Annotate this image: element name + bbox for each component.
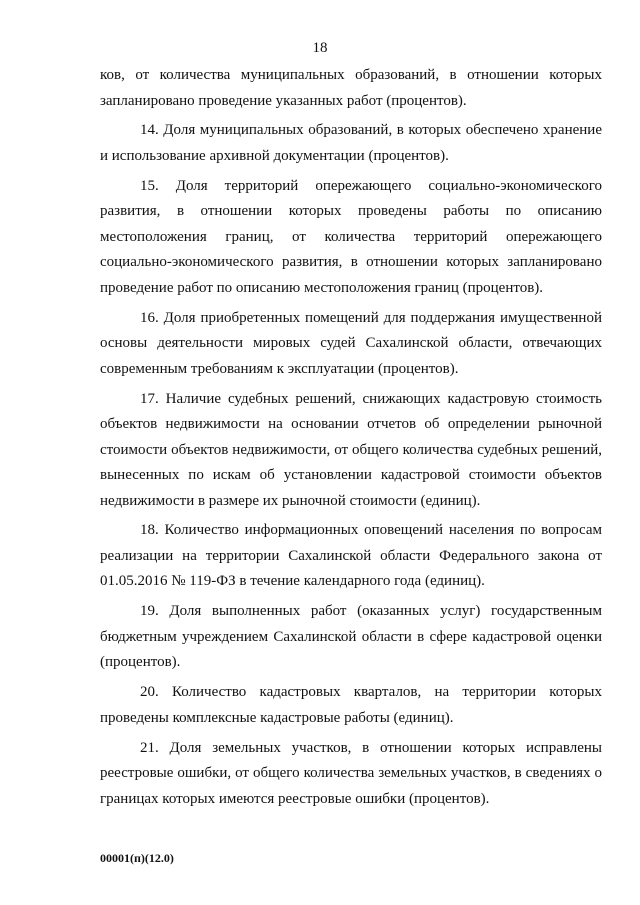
paragraph-item-15: 15. Доля территорий опережающего социально-экономического развития, в отношении которых проведены работы по описанию местоположения границ, от количества территорий опережающего социально-экономического развития, в отношении которых запланировано проведение работ по описанию местоположения границ (процентов). [100, 177, 602, 296]
document-body [100, 63, 602, 817]
paragraph-item-17: 17. Наличие судебных решений, снижающих кадастровую стоимость объектов недвижимости на основании отчетов об определении рыночной стоимости объектов недвижимости, от общего количества судебных решений, вынесенных по искам об установлении кадастровой стоимости объектов недвижимости в размере их рыночной стоимости (единиц). [100, 390, 602, 509]
paragraph-item-19: 19. Доля выполненных работ (оказанных услуг) государственным бюджетным учреждением Сахалинской области в сфере кадастровой оценки (процентов). [100, 603, 602, 671]
paragraph-continuation: ков, от количества муниципальных образований, в отношении которых запланировано проведение указанных работ (процентов). [100, 67, 602, 109]
paragraph-item-20: 20. Количество кадастровых кварталов, на территории которых проведены комплексные кадастровые работы (единиц). [100, 684, 602, 726]
paragraph-item-14: 14. Доля муниципальных образований, в которых обеспечено хранение и использование архивной документации (процентов). [100, 122, 602, 164]
page-number: 18 [312, 40, 328, 56]
document-code: 00001(п)(12.0) [100, 851, 174, 865]
paragraph-item-21: 21. Доля земельных участков, в отношении которых исправлены реестровые ошибки, от общего количества земельных участков, в сведениях о границах которых имеются реестровые ошибки (процентов). [100, 739, 602, 807]
paragraph-item-18: 18. Количество информационных оповещений населения по вопросам реализации на территории Сахалинской области Федерального закона от 01.05.2016 № 119-ФЗ в течение календарного года (единиц). [100, 522, 602, 590]
paragraph-item-16: 16. Доля приобретенных помещений для поддержания имущественной основы деятельности мировых судей Сахалинской области, отвечающих современным требованиям к эксплуатации (процентов). [100, 309, 602, 377]
